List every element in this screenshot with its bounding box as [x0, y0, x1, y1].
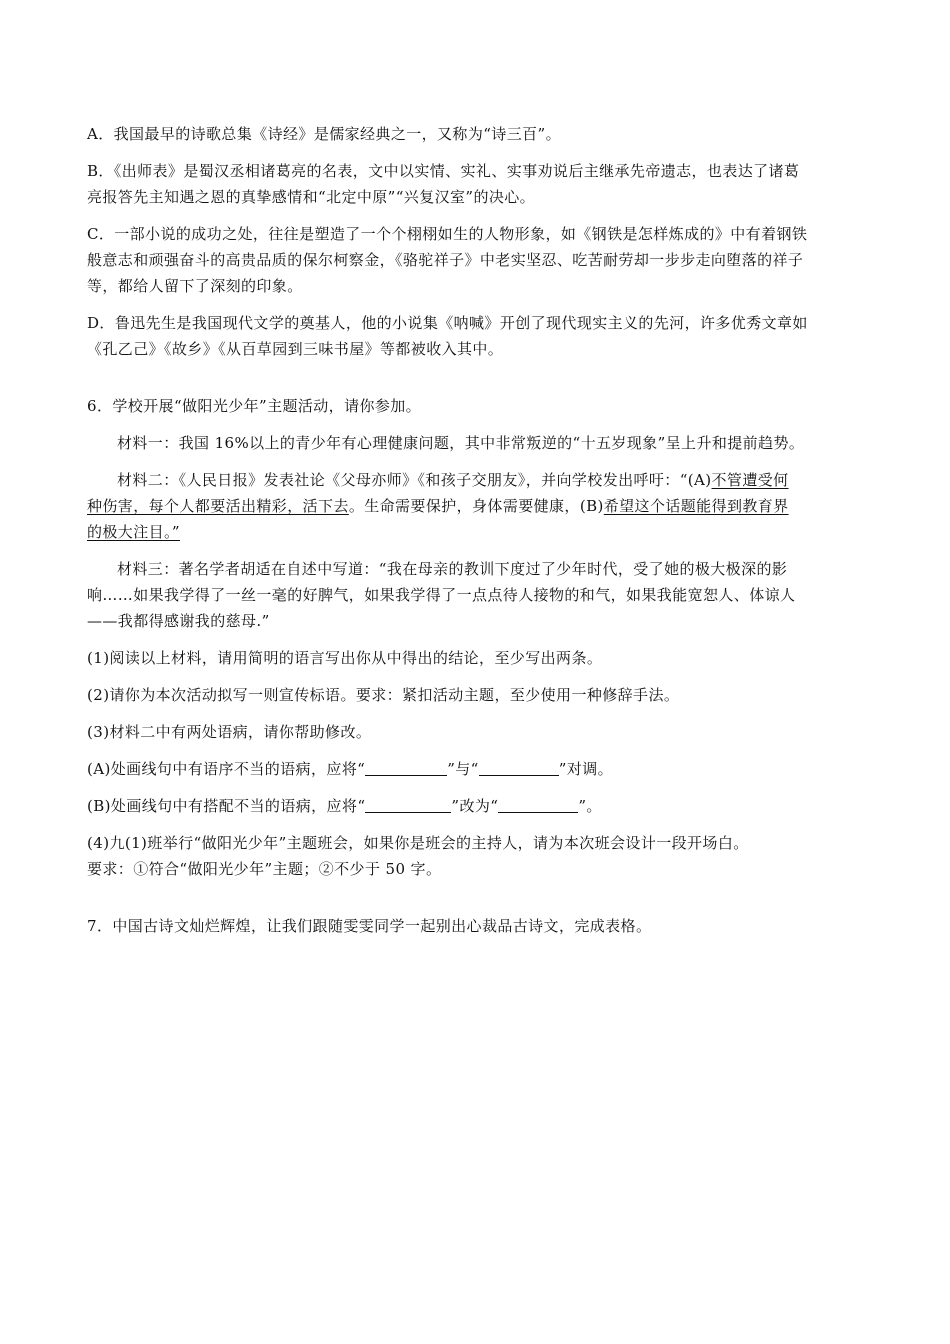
material-2 [87, 467, 867, 545]
answer-blank-a2[interactable] [479, 759, 559, 776]
sub-question-3b [87, 793, 867, 819]
sub-question-1 [87, 645, 867, 671]
sub-question-3a-text-1: (A)处画线句中有语序不当的语病，应将“ [87, 760, 366, 778]
material-2-line-3 [87, 519, 867, 545]
material-2-line-1 [87, 467, 867, 493]
sub-question-4 [87, 830, 867, 882]
question-7-title: 7．中国古诗文灿烂辉煌，让我们跟随雯雯同学一起别出心裁品古诗文，完成表格。 [87, 917, 652, 935]
option-b [87, 158, 867, 210]
material-3-line-2: 响……如果我学得了一丝一毫的好脾气，如果我学得了一点点待人接物的和气，如果我能宽恕人、体谅人 [87, 586, 796, 604]
sub-question-3a-line [87, 756, 867, 782]
material-3 [87, 556, 867, 634]
sub-question-3a-text-3: ”对调。 [558, 760, 614, 778]
option-d-line-1: D．鲁迅先生是我国现代文学的奠基人，他的小说集《呐喊》开创了现代现实主义的先河，许多优秀文章如 [87, 314, 808, 332]
option-a [87, 121, 867, 147]
answer-blank-b2[interactable] [498, 796, 578, 813]
underlined-sentence-a: 不管遭受何 [711, 471, 789, 489]
option-c-line-2: 般意志和顽强奋斗的高贵品质的保尔柯察金，《骆驼祥子》中老实坚忍、吃苦耐劳却一步步走向堕落的祥子 [87, 251, 804, 269]
sub-question-3a-text-2: ”与“ [447, 760, 479, 778]
material-2-line-2 [87, 493, 867, 519]
underlined-sentence-b: 希望这个话题能得到教育界 [603, 497, 789, 515]
material-2-text: 材料二：《人民日报》发表社论《父母亦师》《和孩子交朋友》，并向学校发出呼吁：“(A) [117, 471, 712, 489]
sub-question-3b-text-3: ”。 [578, 797, 602, 815]
sub-question-2-text: (2)请你为本次活动拟写一则宣传标语。要求：紧扣活动主题，至少使用一种修辞手法。 [87, 686, 680, 704]
question-7 [87, 913, 867, 939]
sub-question-3 [87, 719, 867, 745]
underlined-sentence-b-cont: 的极大注目。” [87, 523, 180, 541]
material-1-text: 材料一：我国 16%以上的青少年有心理健康问题，其中非常叛逆的“十五岁现象”呈上升和提前趋势。 [117, 434, 805, 452]
sub-question-4-line-2: 要求：①符合“做阳光少年”主题；②不少于 50 字。 [87, 860, 442, 878]
answer-blank-a1[interactable] [365, 759, 447, 776]
question-6-title: 6．学校开展“做阳光少年”主题活动，请你参加。 [87, 397, 422, 415]
option-b-line-1: B．《出师表》是蜀汉丞相诸葛亮的名表，文中以实情、实礼、实事劝说后主继承先帝遗志，也表达了诸葛 [87, 162, 800, 180]
option-a-line: A．我国最早的诗歌总集《诗经》是儒家经典之一，又称为“诗三百”。 [87, 125, 561, 143]
underlined-sentence-a-cont: 种伤害，每个人都要活出精彩，活下去 [87, 497, 349, 515]
option-c [87, 221, 867, 299]
answer-blank-b1[interactable] [365, 796, 451, 813]
sub-question-1-text: (1)阅读以上材料，请用简明的语言写出你从中得出的结论，至少写出两条。 [87, 649, 603, 667]
material-3-line-1: 材料三：著名学者胡适在自述中写道：“我在母亲的教训下度过了少年时代，受了她的极大极深的影 [117, 560, 788, 578]
sub-question-3-text: (3)材料二中有两处语病，请你帮助修改。 [87, 723, 372, 741]
option-d [87, 310, 867, 362]
option-b-line-2: 亮报答先主知遇之恩的真挚感情和“北定中原”“兴复汉室”的决心。 [87, 188, 536, 206]
material-3-line-3: ——我都得感谢我的慈母.” [87, 612, 270, 630]
sub-question-3a [87, 756, 867, 782]
sub-question-3b-line [87, 793, 867, 819]
sub-question-3b-text-1: (B)处画线句中有搭配不当的语病，应将“ [87, 797, 366, 815]
material-2-text-b: 。生命需要保护，身体需要健康，(B) [348, 497, 604, 515]
option-c-line-1: C．一部小说的成功之处，往往是塑造了一个个栩栩如生的人物形象，如《钢铁是怎样炼成的》中有着钢铁 [87, 225, 808, 243]
sub-question-3b-text-2: ”改为“ [451, 797, 499, 815]
sub-question-4-line-1: (4)九(1)班举行“做阳光少年”主题班会，如果你是班会的主持人，请为本次班会设计一段开场白。 [87, 834, 749, 852]
sub-question-2 [87, 682, 867, 708]
option-d-line-2: 《孔乙己》《故乡》《从百草园到三味书屋》等都被收入其中。 [87, 340, 504, 358]
question-6 [87, 393, 867, 419]
document-page [87, 121, 867, 950]
option-c-line-3: 等，都给人留下了深刻的印象。 [87, 277, 303, 295]
material-1 [87, 430, 867, 456]
